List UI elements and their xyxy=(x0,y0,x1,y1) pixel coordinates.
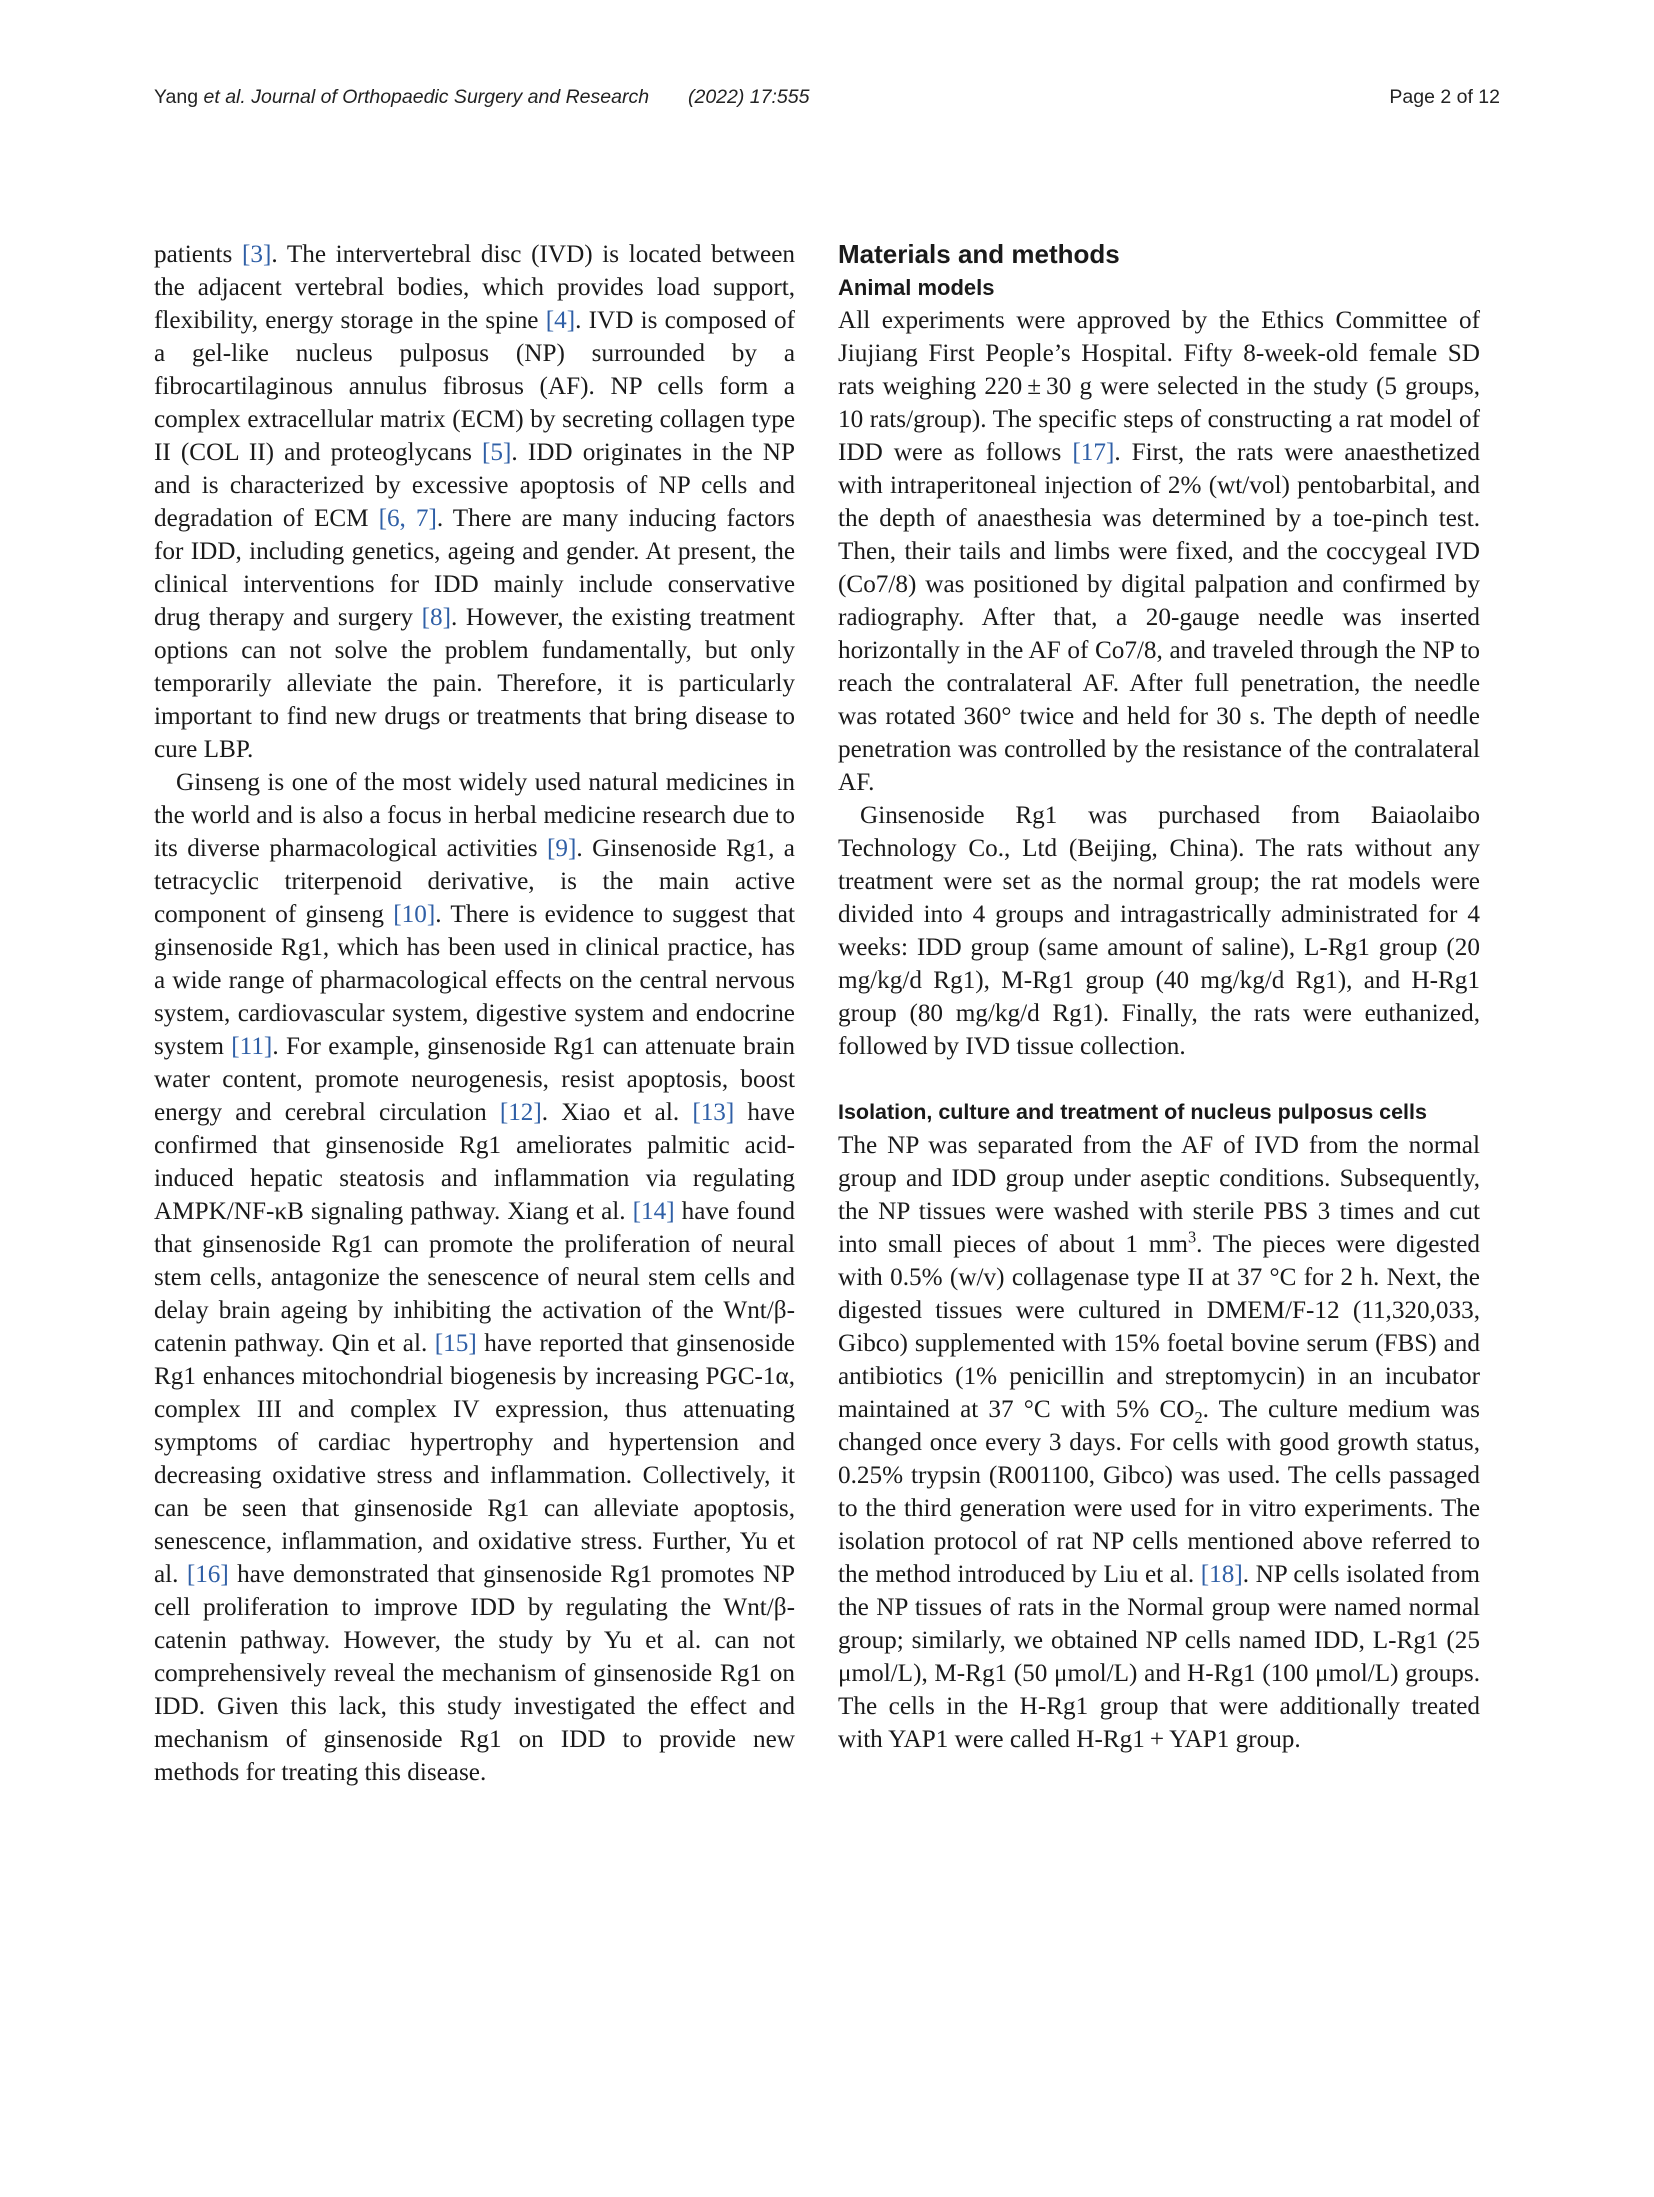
citation-link[interactable]: [18] xyxy=(1200,1561,1243,1588)
citation-link[interactable]: [13] xyxy=(692,1099,735,1126)
subsection-title-isolation: Isolation, culture and treatment of nucleus pulposus cells xyxy=(838,1100,1427,1124)
citation-link[interactable]: [6, 7] xyxy=(378,505,437,532)
paragraph-intro-continued: patients [3]. The intervertebral disc (IVD) is located between the adjacent vertebral bodies, which provides load support, flexibility, energy storage in the spine [4]. IVD is composed of a gel-like nucleus pulposus (NP) surrounded by a fibrocartilaginous annulus fibrosus (AF). NP cells form a complex extracellular matrix (ECM) by secreting collagen type II (COL II) and proteoglycans [5]. IDD originates in the NP and is characterized by excessive apoptosis of NP cells and degradation of ECM [6, 7]. There are many inducing factors for IDD, including genetics, ageing and gender. At present, the clinical interventions for IDD mainly include conservative drug therapy and surgery [8]. However, the existing treatment options can not solve the problem fundamentally, but only temporarily alleviate the pain. Therefore, it is particularly important to find new drugs or treatments that bring disease to cure LBP. xyxy=(154,241,795,763)
citation-link[interactable]: [15] xyxy=(434,1330,477,1357)
citation-link[interactable]: [3] xyxy=(241,241,272,268)
citation-link[interactable]: [5] xyxy=(482,439,512,466)
citation-link[interactable]: [14] xyxy=(632,1198,675,1225)
paragraph-animal-models: All experiments were approved by the Ethics Committee of Jiujiang First People’s Hospital. Fifty 8-week-old female SD rats weighing 220 ± 30 g were selected in the study (5 groups, 10 rats/group). The specific steps of constructing a rat model of IDD were as follows [17]. First, the rats were anaesthetized with intraperitoneal injection of 2% (wt/vol) pentobarbital, and the depth of anaesthesia was determined by a toe-pinch test. Then, their tails and limbs were fixed, and the coccygeal IVD (Co7/8) was positioned by digital palpation and confirmed by radiography. After that, a 20-gauge needle was inserted horizontally in the AF of Co7/8, and traveled through the NP to reach the contralateral AF. After full penetration, the needle was rotated 360° twice and held for 30 s. The depth of needle penetration was controlled by the resistance of the contralateral AF. xyxy=(838,307,1481,796)
citation-link[interactable]: [4] xyxy=(545,307,576,334)
citation-link[interactable]: [12] xyxy=(499,1099,542,1126)
et-al: et al. xyxy=(198,86,246,108)
citation-link[interactable]: [10] xyxy=(393,901,436,928)
subscript: 2 xyxy=(1194,1408,1203,1428)
paragraph-ginseng: Ginseng is one of the most widely used natural medicines in the world and is also a focus in herbal medicine research due to its diverse pharmacological activities [9]. Ginsenoside Rg1, a tetracyclic triterpenoid derivative, is the main active component of ginseng [10]. There is evidence to suggest that ginsenoside Rg1, which has been used in clinical practice, has a wide range of pharmacological effects on the central nervous system, cardiovascular system, digestive system and endocrine system [11]. For example, ginsenoside Rg1 can attenuate brain water content, promote neurogenesis, resist apoptosis, boost energy and cerebral circulation [12]. Xiao et al. [13] have confirmed that ginsenoside Rg1 ameliorates palmitic acid-induced hepatic steatosis and inflammation via regulating AMPK/NF-κB signaling pathway. Xiang et al. [14] have found that ginsenoside Rg1 can promote the proliferation of neural stem cells, antagonize the senescence of neural stem cells and delay brain ageing by inhibiting the activation of the Wnt/β-catenin pathway. Qin et al. [15] have reported that ginsenoside Rg1 enhances mitochondrial biogenesis by increasing PGC-1α, complex III and complex IV expression, thus attenuating symptoms of cardiac hypertrophy and hypertension and decreasing oxidative stress and inflammation. Collectively, it can be seen that ginsenoside Rg1 can alleviate apoptosis, senescence, inflammation, and oxidative stress. Further, Yu et al. [16] have demonstrated that ginsenoside Rg1 promotes NP cell proliferation to improve IDD by regulating the Wnt/β-catenin pathway. However, the study by Yu et al. can not comprehensively reveal the mechanism of ginsenoside Rg1 on IDD. Given this lack, this study investigated the effect and mechanism of ginsenoside Rg1 on IDD to provide new methods for treating this disease. xyxy=(154,769,796,1786)
authors: Yang xyxy=(154,86,199,108)
citation-link[interactable]: [17] xyxy=(1072,439,1115,466)
citation-link[interactable]: [16] xyxy=(186,1561,229,1588)
right-column xyxy=(838,238,1480,1756)
section-title: Materials and methods xyxy=(838,239,1120,269)
running-header xyxy=(154,86,1500,116)
citation-link[interactable]: [9] xyxy=(547,835,577,862)
superscript: 3 xyxy=(1187,1227,1197,1247)
page-number: Page 2 of 12 xyxy=(1389,86,1500,108)
subsection-title-animal-models: Animal models xyxy=(838,275,995,300)
year-volume: (2022) 17:555 xyxy=(688,86,810,108)
citation xyxy=(154,86,649,109)
citation-link[interactable]: [11] xyxy=(231,1033,273,1060)
journal-name: Journal of Orthopaedic Surgery and Research xyxy=(245,86,650,108)
left-column xyxy=(154,238,795,1789)
paragraph-rg1-groups: Ginsenoside Rg1 was purchased from Baiaolaibo Technology Co., Ltd (Beijing, China). The rats without any treatment were set as the normal group; the rat models were divided into 4 groups and intragastrically administrated for 4 weeks: IDD group (same amount of saline), L-Rg1 group (20 mg/kg/d Rg1), M-Rg1 group (40 mg/kg/d Rg1), and H-Rg1 group (80 mg/kg/d Rg1). Finally, the rats were euthanized, followed by IVD tissue collection. xyxy=(838,802,1480,1060)
paragraph-isolation: The NP was separated from the AF of IVD from the normal group and IDD group under aseptic conditions. Subsequently, the NP tissues were washed with sterile PBS 3 times and cut into small pieces of about 1 $mm^3$. The pieces were digested with 0.5% (w/v) collagenase type II at 37 °C for 2 h. Next, the digested tissues were cultured in DMEM/F-12 (11,320,033, Gibco) supplemented with 15% foetal bovine serum (FBS) and antibiotics (1% penicillin and streptomycin) in an incubator maintained at 37 °C with 5% $CO_2$. The culture medium was changed once every 3 days. For cells with good growth status, 0.25% trypsin (R001100, Gibco) was used. The cells passaged to the third generation were used for in vitro experiments. The isolation protocol of rat NP cells mentioned above referred to the method introduced by Liu et al. [18]. NP cells isolated from the NP tissues of rats in the Normal group were named normal group; similarly, we obtained NP cells named IDD, L-Rg1 (25 μmol/L), M-Rg1 (50 μmol/L) and H-Rg1 (100 μmol/L) groups. The cells in the H-Rg1 group that were additionally treated with YAP1 were called H-Rg1 + YAP1 group. xyxy=(838,1132,1480,1753)
citation-link[interactable]: [8] xyxy=(421,604,451,631)
